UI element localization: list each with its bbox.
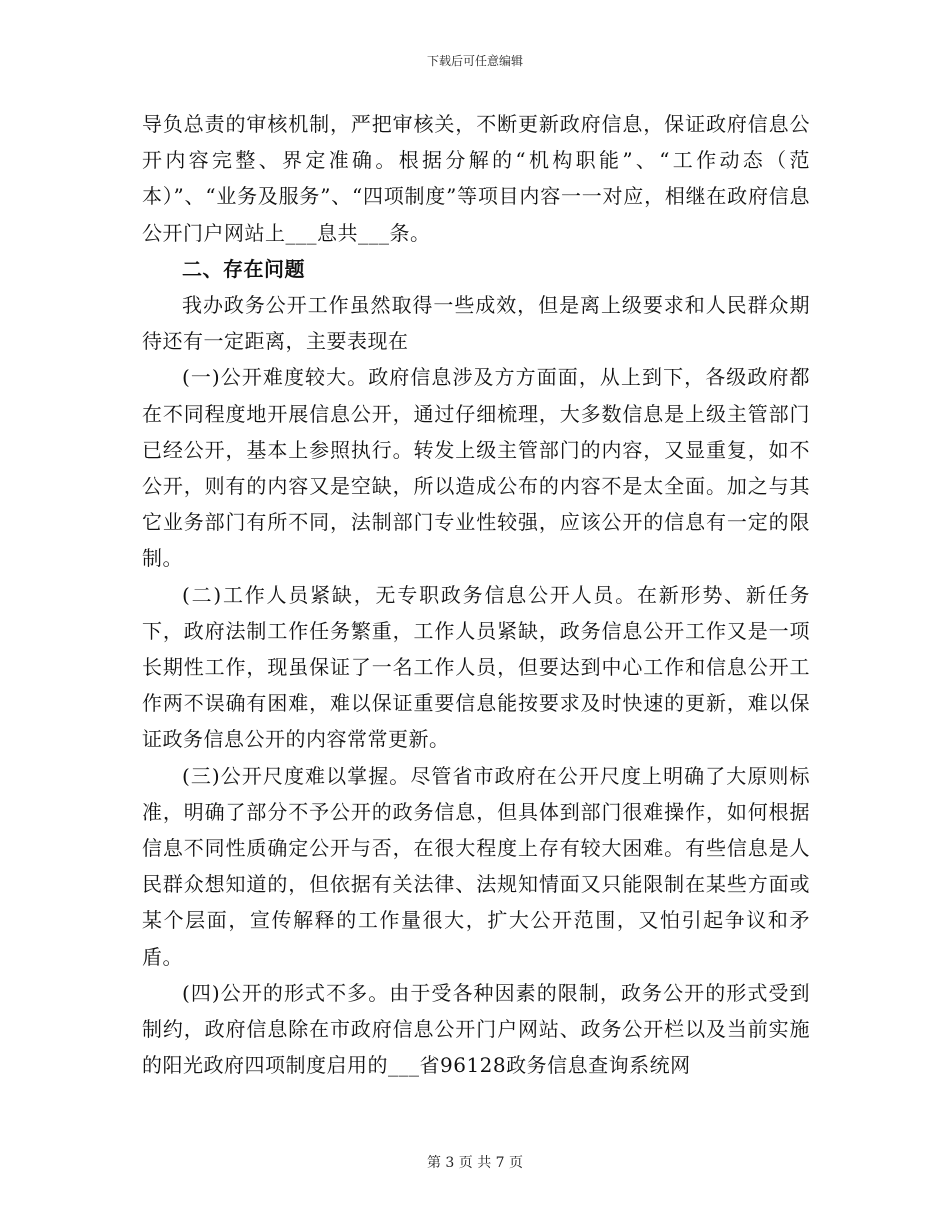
section-heading-problems: 二、存在问题	[182, 256, 305, 281]
document-body	[142, 106, 810, 1083]
paragraph-problems-intro: 我办政务公开工作虽然取得一些成效，但是离上级要求和人民群众期待还有一定距离，主要表现在	[142, 293, 810, 354]
paragraph-problem-4: (四)公开的形式不多。由于受各种因素的限制，政务公开的形式受到制约，政府信息除在市政府信息公开门户网站、政务公开栏以及当前实施的阳光政府四项制度启用的___省96128政务信息查询系统网	[142, 980, 810, 1078]
paragraph-problem-2: (二)工作人员紧缺，无专职政务信息公开人员。在新形势、新任务下，政府法制工作任务繁重，工作人员紧缺，政务信息公开工作又是一项长期性工作，现虽保证了一名工作人员，但要达到中心工作和信息公开工作两不误确有困难，难以保证重要信息能按要求及时快速的更新，难以保证政务信息公开的内容常常更新。	[142, 582, 810, 752]
paragraph-problem-1: (一)公开难度较大。政府信息涉及方方面面，从上到下，各级政府都在不同程度地开展信息公开，通过仔细梳理，大多数信息是上级主管部门已经公开，基本上参照执行。转发上级主管部门的内容，又显重复，如不公开，则有的内容又是空缺，所以造成公布的内容不是太全面。加之与其它业务部门有所不同，法制部门专业性较强，应该公开的信息有一定的限制。	[142, 365, 810, 571]
page-number-footer: 第 3 页 共 7 页	[426, 1155, 524, 1171]
page-header: 下载后可任意编辑	[426, 54, 523, 68]
paragraph-review-mechanism: 导负总责的审核机制，严把审核关，不断更新政府信息，保证政府信息公开内容完整、界定准确。根据分解的“机构职能”、“工作动态（范本）”、“业务及服务”、“四项制度”等项目内容一一对应，相继在政府信息公开门户网站上___息共___条。	[142, 112, 810, 245]
paragraph-problem-3: (三)公开尺度难以掌握。尽管省市政府在公开尺度上明确了大原则标准，明确了部分不予公开的政务信息，但具体到部门很难操作，如何根据信息不同性质确定公开与否，在很大程度上存有较大困难。有些信息是人民群众想知道的，但依据有关法律、法规知情面又只能限制在某些方面或某个层面，宣传解释的工作量很大，扩大公开范围，又怕引起争议和矛盾。	[142, 763, 810, 969]
